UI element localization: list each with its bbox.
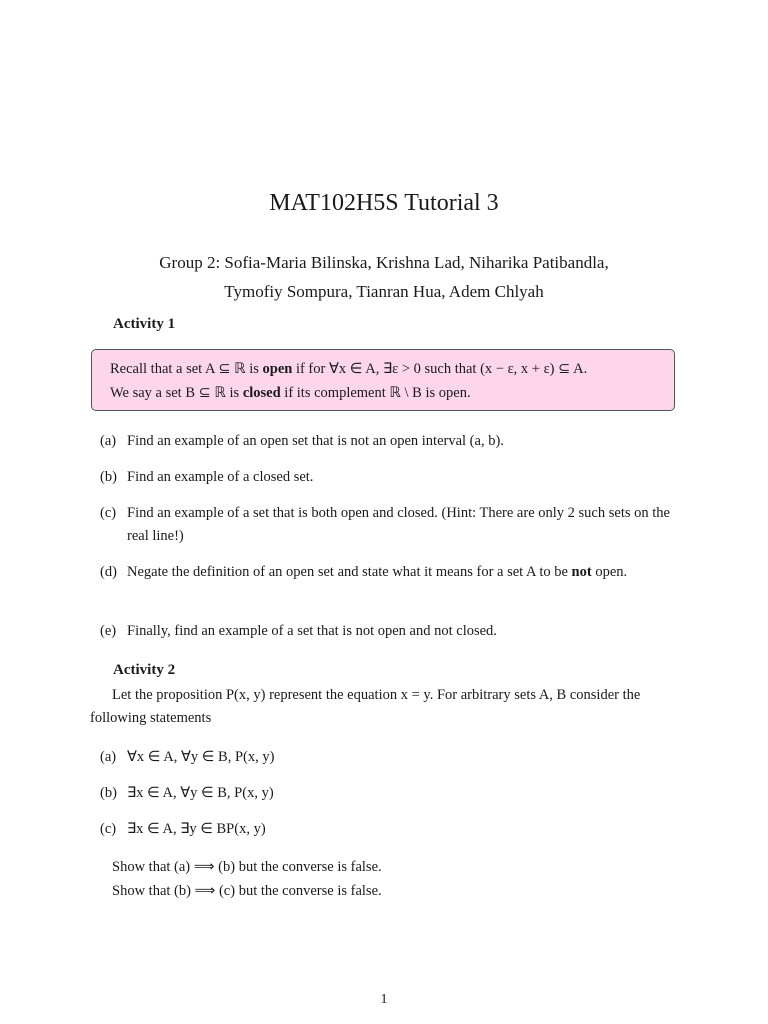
activity-2-item-c: (c) ∃x ∈ A, ∃y ∈ BP(x, y) <box>100 821 266 837</box>
activity-1-item-a: (a) Find an example of an open set that is not an open interval (a, b). <box>100 433 504 449</box>
definition-closed: We say a set B ⊆ ℝ is closed if its complement ℝ \ B is open. <box>110 385 471 401</box>
author-line-2: Tymofiy Sompura, Tianran Hua, Adem Chlyah <box>224 282 544 301</box>
show-statement-1: Show that (a) ⟹ (b) but the converse is false. <box>112 859 382 875</box>
author-list <box>90 248 678 306</box>
activity-1-item-c: (c) Find an example of a set that is both open and closed. (Hint: There are only 2 such sets on the real line!) <box>100 505 670 544</box>
show-statement-2: Show that (b) ⟹ (c) but the converse is false. <box>112 883 382 899</box>
activity-1-item-d: (d) Negate the definition of an open set and state what it means for a set A to be not open. <box>100 564 628 580</box>
activity-2-item-a: (a) ∀x ∈ A, ∀y ∈ B, P(x, y) <box>100 749 275 765</box>
activity-1-heading: Activity 1 <box>113 316 176 332</box>
page-number: 1 <box>380 992 388 1007</box>
activity-1-item-e: (e) Finally, find an example of a set that is not open and not closed. <box>100 623 497 639</box>
definition-box <box>91 349 675 411</box>
author-line-1: Group 2: Sofia-Maria Bilinska, Krishna Lad, Niharika Patibandla, <box>159 253 609 272</box>
definition-open: Recall that a set A ⊆ ℝ is open if for ∀x ∈ A, ∃ε > 0 such that (x − ε, x + ε) ⊆ A. <box>110 361 588 377</box>
page-title: MAT102H5S Tutorial 3 <box>269 190 499 216</box>
activity-2-heading: Activity 2 <box>113 662 176 678</box>
activity-2-item-b: (b) ∃x ∈ A, ∀y ∈ B, P(x, y) <box>100 785 274 801</box>
activity-1-item-b: (b) Find an example of a closed set. <box>100 469 314 485</box>
activity-2-intro: Let the proposition P(x, y) represent the equation x = y. For arbitrary sets A, B consider the following statements <box>90 687 641 726</box>
